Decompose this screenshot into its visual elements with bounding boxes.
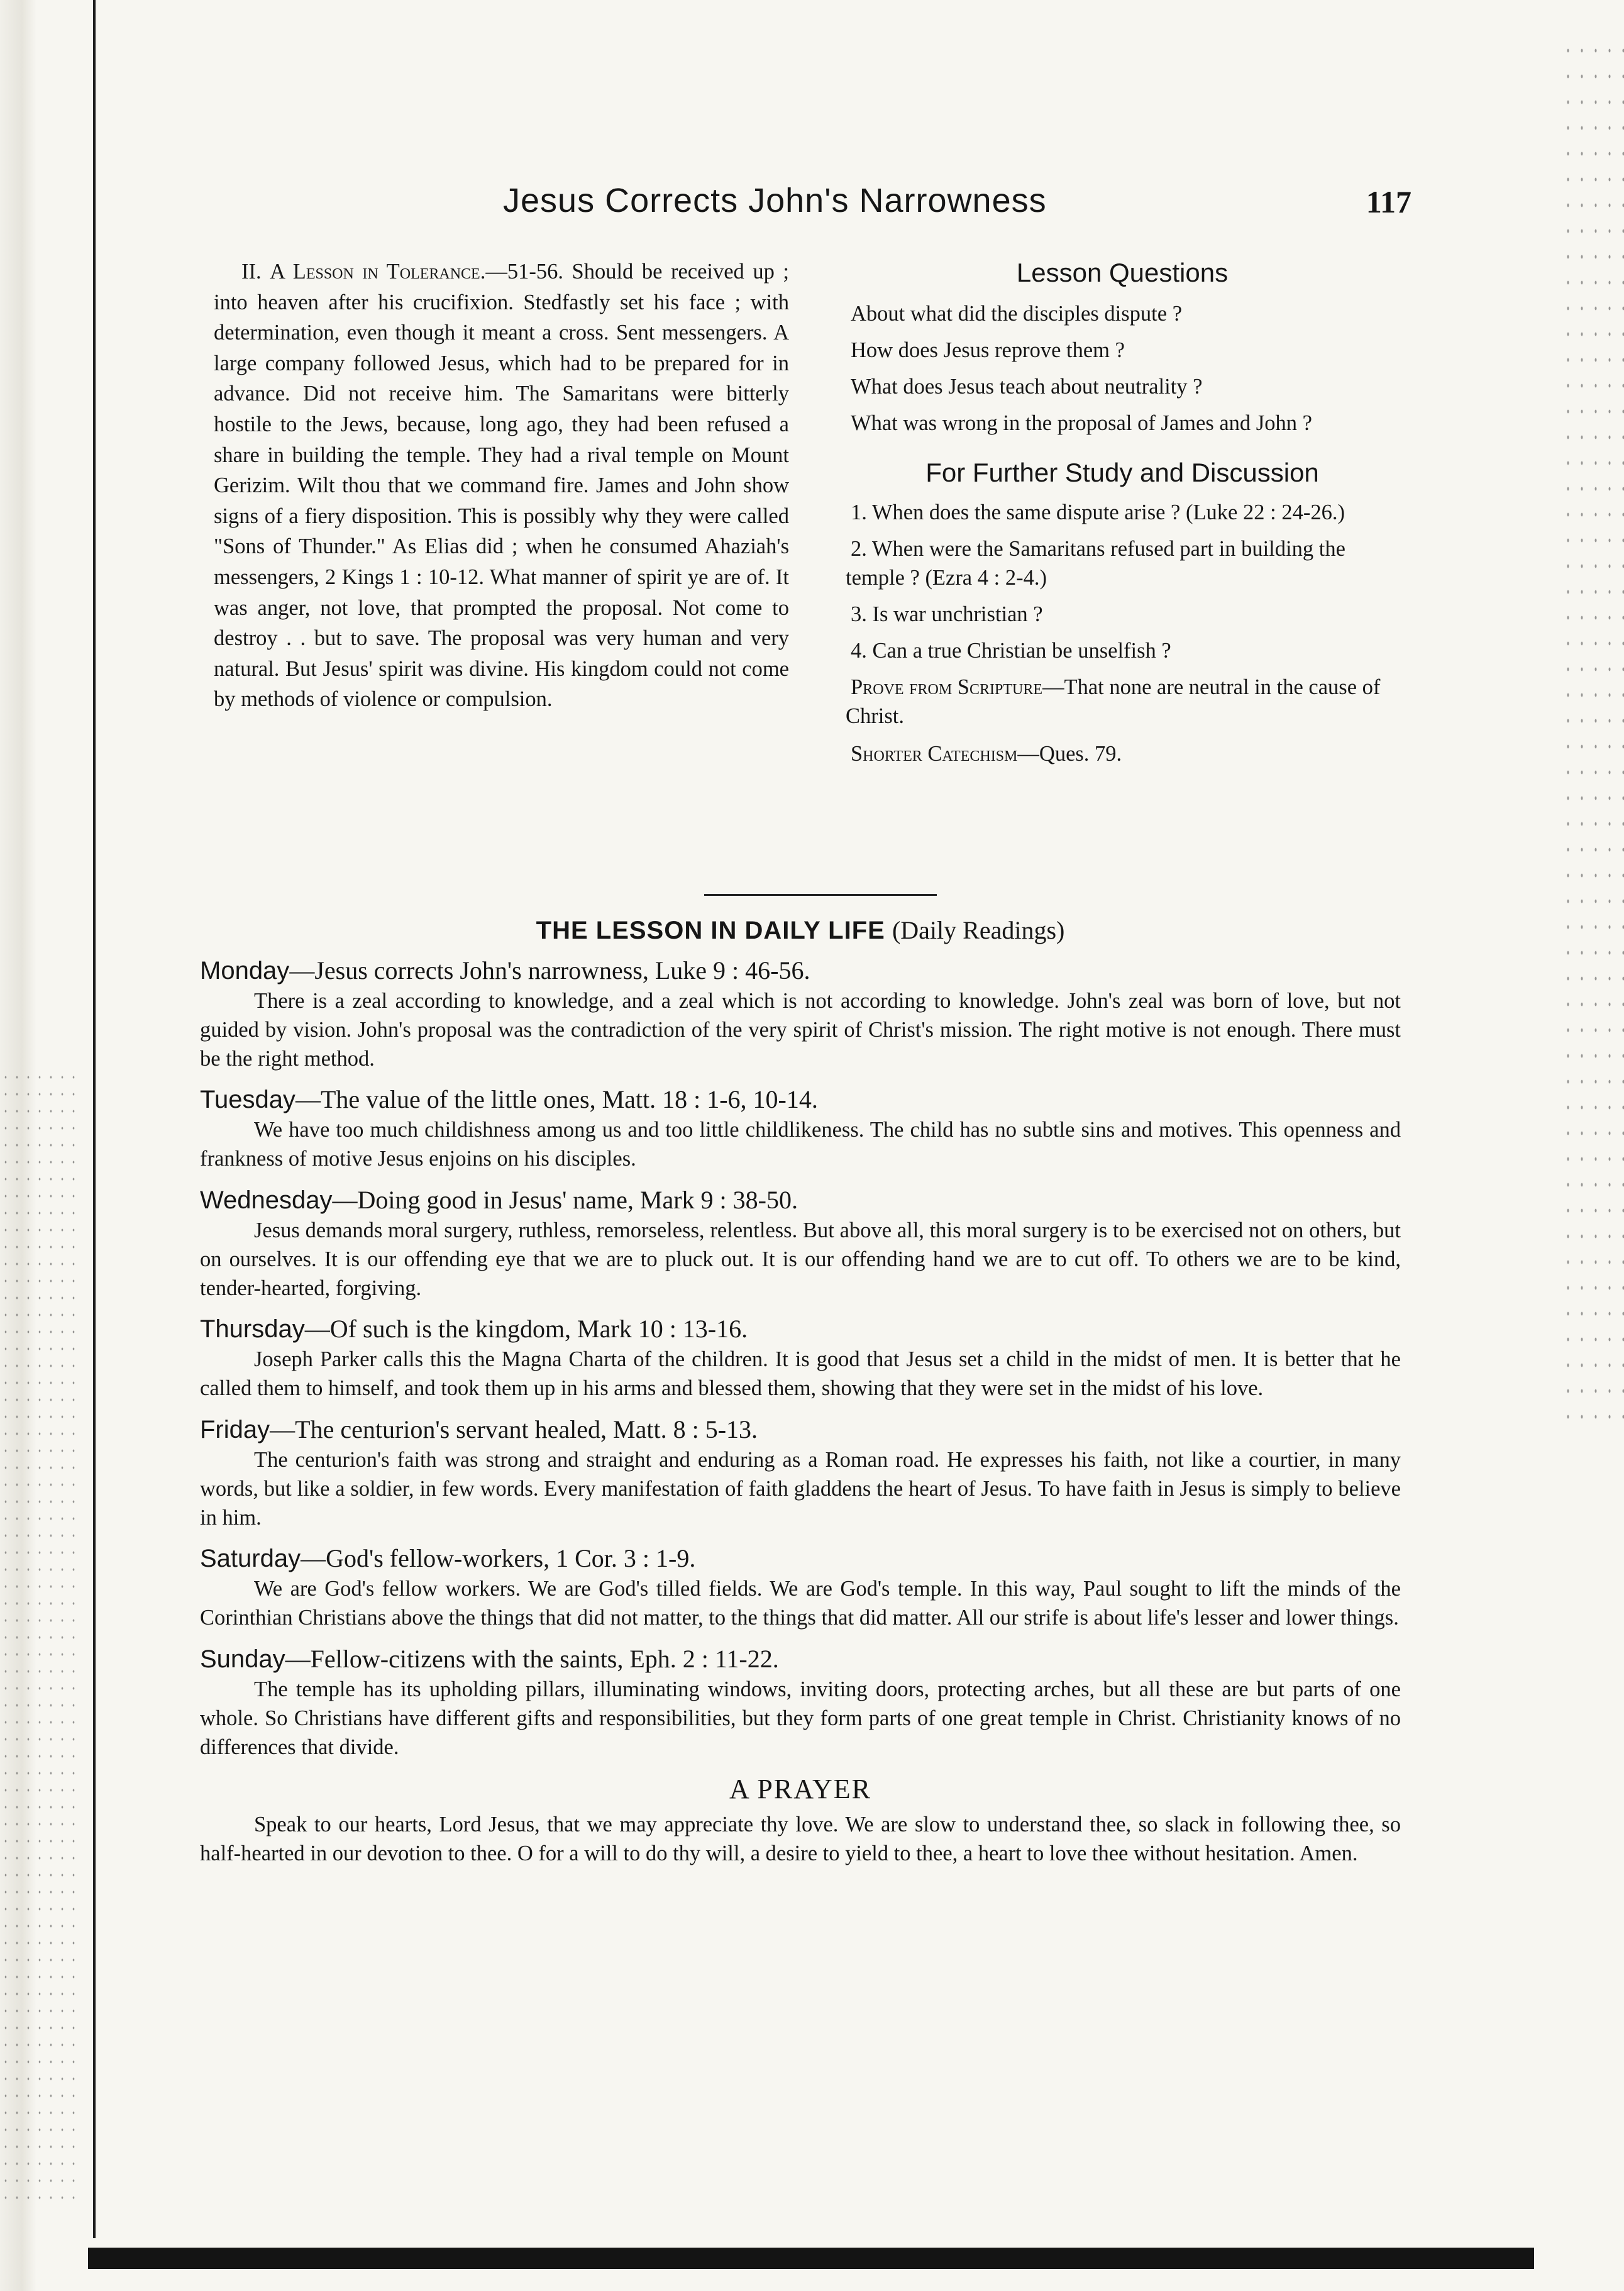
day-name: Wednesday: [200, 1186, 333, 1214]
day-reference: —Doing good in Jesus' name, Mark 9 : 38-50.: [332, 1185, 798, 1214]
day-body: We have too much childishness among us and too little childlikeness. The child has no subtle sins and motives. This openness and frankness of motive Jesus enjoins on his disciples.: [200, 1118, 1401, 1171]
binding-scan-specks: [0, 1069, 75, 2200]
day-reading-thursday: [200, 1313, 1401, 1403]
prayer-body: Speak to our hearts, Lord Jesus, that we may appreciate thy love. We are slow to understand thee, so slack in following thee, so half-hearted in our devotion to thee. O for a will to do thy will, a desire to yield to thee, a heart to love thee without hesitation. Amen.: [200, 1813, 1401, 1866]
study-item: 1. When does the same dispute arise ? (Luke 22 : 24-26.): [851, 500, 1345, 524]
day-heading: [200, 1313, 1401, 1345]
day-body: The temple has its upholding pillars, illuminating windows, inviting doors, protecting arches, but all these are but parts of one whole. So Christians have different gifts and responsibilities, but they form parts of one great temple in Christ. Christianity knows of no differences that divide.: [200, 1677, 1401, 1759]
part-number: II.: [241, 260, 262, 284]
part-heading: A Lesson in Tolerance.: [270, 260, 486, 284]
day-body: Jesus demands moral surgery, ruthless, remorseless, relentless. But above all, this moral surgery is to be exercised not on others, but on ourselves. It is our offending eye that we are to pluck out. It is our offending hand we are to cut off. To others we are to be kind, tender-hearted, forgiving.: [200, 1218, 1401, 1300]
daily-life-title: THE LESSON IN DAILY LIFE: [536, 917, 885, 944]
daily-readings-section: [200, 912, 1401, 1869]
bottom-scan-bar: [88, 2248, 1534, 2269]
daily-life-heading: [200, 912, 1401, 949]
page-header: [503, 181, 1411, 238]
day-body: There is a zeal according to knowledge, and a zeal which is not according to knowledge. John's zeal was born of love, but not guided by vision. John's proposal was the contradiction of the very spirit of Christ's mission. The right motive is not enough. There must be the right method.: [200, 989, 1401, 1071]
day-name: Friday: [200, 1415, 270, 1444]
day-reference: —Jesus corrects John's narrowness, Luke 9 : 46-56.: [289, 956, 810, 985]
question-item: What does Jesus teach about neutrality ?: [851, 375, 1203, 399]
day-reading-monday: [200, 954, 1401, 1073]
day-reference: —Of such is the kingdom, Mark 10 : 13-16.: [304, 1315, 748, 1344]
day-reference: —The value of the little ones, Matt. 18 : 1-6, 10-14.: [295, 1085, 818, 1114]
day-body: The centurion's faith was strong and straight and enduring as a Roman road. He expresses his faith, not like a courtier, in many words, but like a soldier, in few words. Every manifestation of faith gladdens the heart of Jesus. To have faith in Jesus is simply to believe in him.: [200, 1447, 1401, 1530]
day-body: We are God's fellow workers. We are God's tilled fields. We are God's temple. In this way, Paul sought to lift the minds of the Corinthian Christians above the things that did not matter, to the things that did matter. All our strife is about life's lesser and lower things.: [200, 1577, 1401, 1630]
page-title: Jesus Corrects John's Narrowness: [503, 182, 1047, 219]
day-name: Thursday: [200, 1315, 305, 1344]
day-body: Joseph Parker calls this the Magna Charta of the children. It is good that Jesus set a child in the midst of men. It is better that he called them to himself, and took them up in his arms and blessed them, showing that they were set in the midst of his love.: [200, 1347, 1401, 1401]
day-heading: [200, 1643, 1401, 1675]
prayer-title: A PRAYER: [729, 1774, 871, 1805]
day-name: Saturday: [200, 1545, 301, 1573]
further-study-heading: For Further Study and Discussion: [925, 458, 1319, 487]
day-reference: —God's fellow-workers, 1 Cor. 3 : 1-9.: [301, 1544, 696, 1573]
right-edge-scan-specks: [1561, 38, 1624, 1421]
catechism-label: Shorter Catechism: [851, 742, 1018, 766]
day-heading: [200, 1542, 1401, 1575]
catechism-text: —Ques. 79.: [1017, 742, 1122, 766]
page-number: 117: [1366, 184, 1411, 219]
day-reading-friday: [200, 1413, 1401, 1532]
questions-column: [846, 257, 1399, 777]
day-name: Monday: [200, 957, 290, 985]
day-reading-tuesday: [200, 1083, 1401, 1174]
prove-text: —That none are neutral in the cause of Christ.: [846, 675, 1381, 728]
day-reference: —The centurion's servant healed, Matt. 8 : 5-13.: [270, 1415, 758, 1444]
question-item: About what did the disciples dispute ?: [851, 302, 1183, 326]
shorter-catechism: [846, 739, 1399, 768]
binding-rule-line: [93, 0, 96, 2238]
prove-label: Prove from Scripture: [851, 675, 1042, 699]
day-heading: [200, 1083, 1401, 1116]
day-reference: —Fellow-citizens with the saints, Eph. 2 : 11-22.: [285, 1644, 779, 1673]
daily-life-subtitle: (Daily Readings): [892, 916, 1065, 944]
lesson-questions-heading: Lesson Questions: [1016, 258, 1229, 287]
day-name: Tuesday: [200, 1086, 296, 1114]
commentary-text: —51-56. Should be received up ; into heaven after his crucifixion. Stedfastly set his face ; with determination, even though it meant a cross. Sent messengers. A large company followed Jesus, which had to be prepared for in advance. Did not receive him. The Samaritans were bitterly hostile to the Jews, because, long ago, they had been refused a share in building the temple. They had a rival temple on Mount Gerizim. Wilt thou that we command fire. James and John show signs of a fiery disposition. This is possibly why they were called "Sons of Thunder." As Elias did ; when he consumed Ahaziah's messengers, 2 Kings 1 : 10-12. What manner of spirit ye are of. It was anger, not love, that prompted the proposal. Not come to destroy . . but to save. The proposal was very human and very natural. But Jesus' spirit was divine. His kingdom could not come by methods of violence or compulsion.: [214, 260, 790, 712]
day-reading-saturday: [200, 1542, 1401, 1633]
study-item: 2. When were the Samaritans refused part in building the temple ? (Ezra 4 : 2-4.): [846, 537, 1345, 590]
study-item: 3. Is war unchristian ?: [851, 602, 1043, 626]
day-heading: [200, 1184, 1401, 1217]
question-item: How does Jesus reprove them ?: [851, 338, 1125, 362]
study-item: 4. Can a true Christian be unselfish ?: [851, 639, 1171, 663]
prove-from-scripture: [846, 673, 1399, 731]
commentary-column: [214, 257, 789, 715]
tolerance-paragraph: [214, 257, 789, 715]
day-reading-wednesday: [200, 1184, 1401, 1303]
day-name: Sunday: [200, 1645, 285, 1673]
section-divider: [704, 894, 937, 896]
question-item: What was wrong in the proposal of James and John ?: [851, 411, 1312, 435]
day-reading-sunday: [200, 1643, 1401, 1762]
day-heading: [200, 954, 1401, 987]
day-heading: [200, 1413, 1401, 1446]
